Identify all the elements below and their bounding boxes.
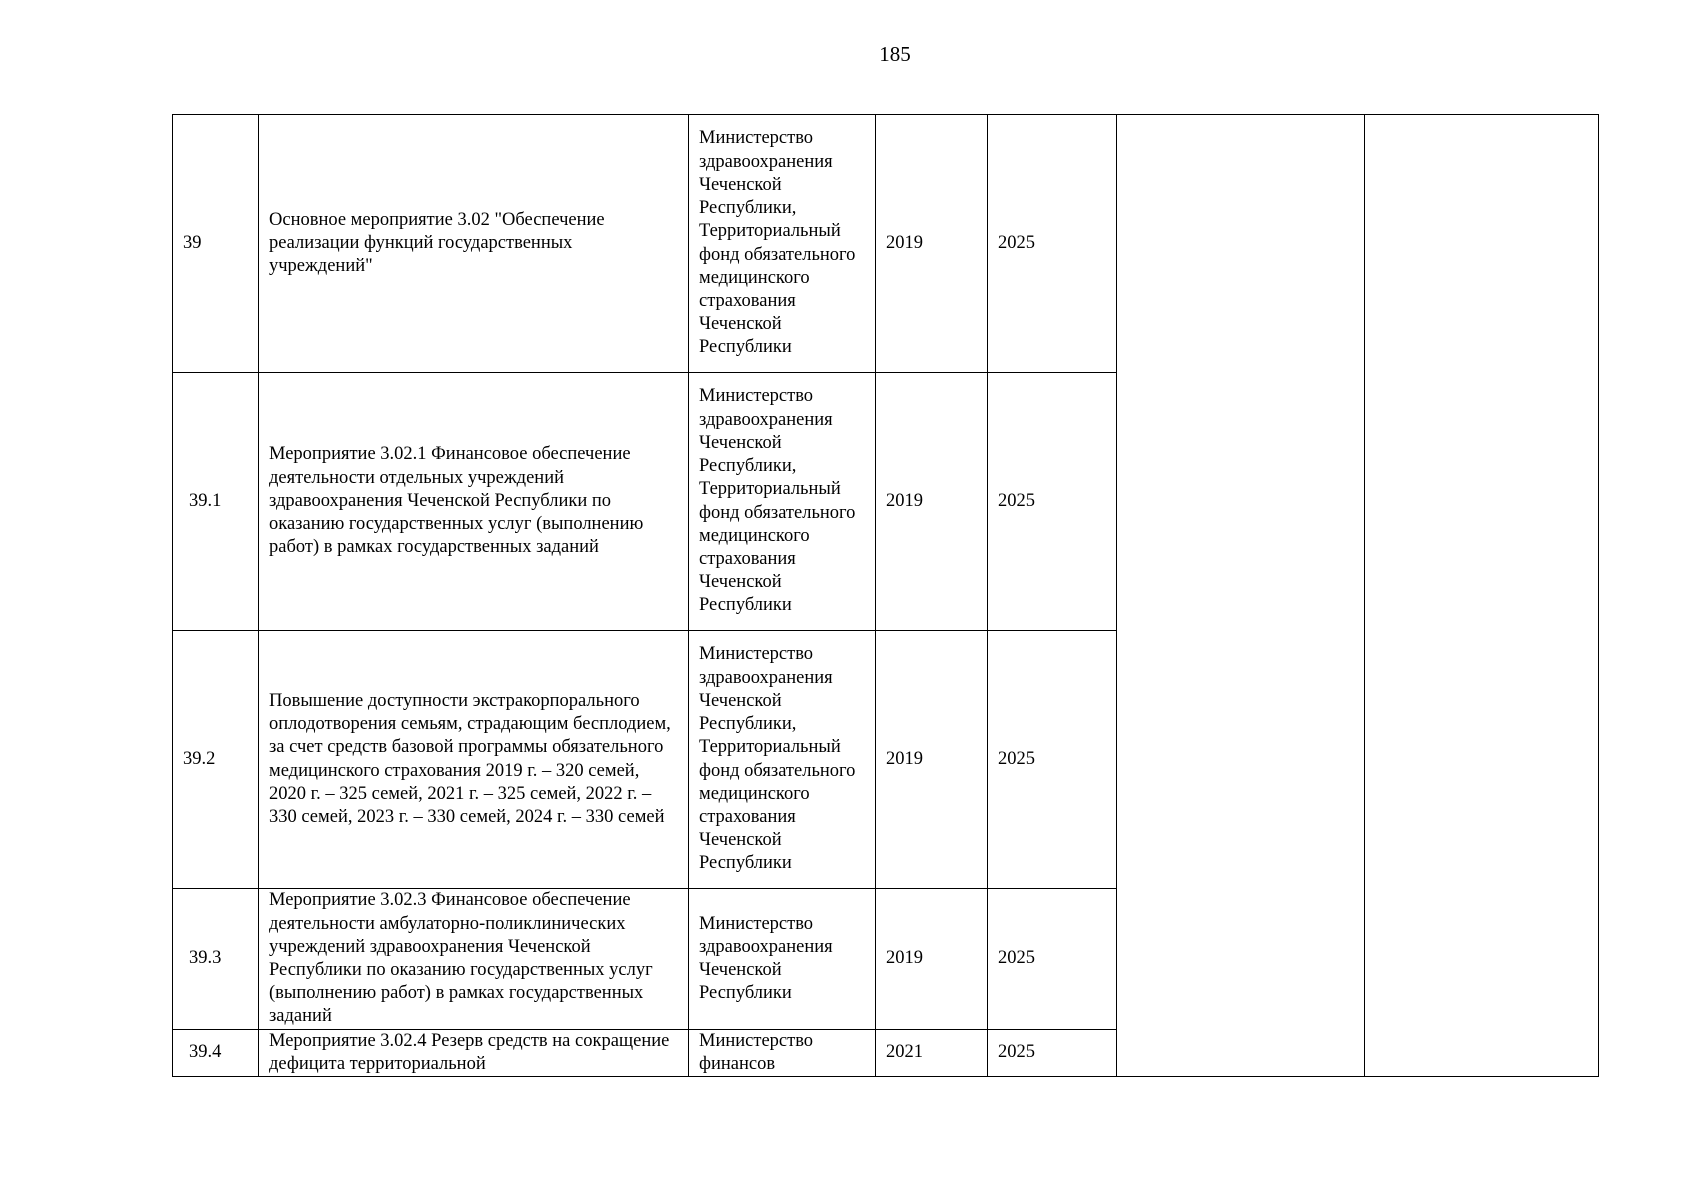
table-row (173, 115, 1599, 373)
activities-table (172, 114, 1599, 1077)
activity-title: Мероприятие 3.02.3 Финансовое обеспечение деятельности амбулаторно-поликлинических учреждений здравоохранения Чеченской Республики по оказанию государственных услуг (выполнению работ) в рамках государственных заданий (259, 889, 689, 1030)
start-year: 2019 (876, 115, 988, 373)
row-number: 39.4 (173, 1030, 259, 1077)
executor: Министерство здравоохранения Чеченской Республики, Территориальный фонд обязательного медицинского страхования Чеченской Республики (689, 373, 876, 631)
executor: Министерство финансов (699, 1031, 814, 1075)
end-year: 2025 (988, 889, 1117, 1030)
end-year: 2025 (988, 373, 1117, 631)
row-number: 39.3 (173, 889, 259, 1030)
start-year: 2019 (876, 889, 988, 1030)
activity-title: Основное мероприятие 3.02 "Обеспечение реализации функций государственных учреждений" (259, 115, 689, 373)
executor: Министерство здравоохранения Чеченской Республики, Территориальный фонд обязательного медицинского страхования Чеченской Республики (689, 631, 876, 889)
page-number: 185 (879, 42, 911, 66)
executor: Министерство здравоохранения Чеченской Республики (689, 889, 876, 1030)
activity-title-cell (259, 1030, 689, 1077)
start-year: 2021 (876, 1030, 988, 1077)
row-number: 39.2 (173, 631, 259, 889)
activity-title: Мероприятие 3.02.1 Финансовое обеспечение деятельности отдельных учреждений здравоохранения Чеченской Республики по оказанию государственных услуг (выполнению работ) в рамках государственных заданий (259, 373, 689, 631)
merged-empty-cell (1365, 115, 1599, 1077)
end-year: 2025 (988, 115, 1117, 373)
activity-title: Повышение доступности экстракорпорального оплодотворения семьям, страдающим бесплодием, за счет средств базовой программы обязательного медицинского страхования 2019 г. – 320 семей, 2020 г. – 325 семей, 2021 г. – 325 семей, 2022 г. – 330 семей, 2023 г. – 330 семей, 2024 г. – 330 семей (259, 631, 689, 889)
end-year: 2025 (988, 1030, 1117, 1077)
row-number: 39 (173, 115, 259, 373)
end-year: 2025 (988, 631, 1117, 889)
start-year: 2019 (876, 373, 988, 631)
executor-cell (689, 1030, 876, 1077)
merged-empty-cell (1117, 115, 1365, 1077)
executor: Министерство здравоохранения Чеченской Республики, Территориальный фонд обязательного медицинского страхования Чеченской Республики (689, 115, 876, 373)
row-number: 39.1 (173, 373, 259, 631)
activity-title: Мероприятие 3.02.4 Резерв средств на сокращение дефицита территориальной (269, 1031, 670, 1075)
start-year: 2019 (876, 631, 988, 889)
